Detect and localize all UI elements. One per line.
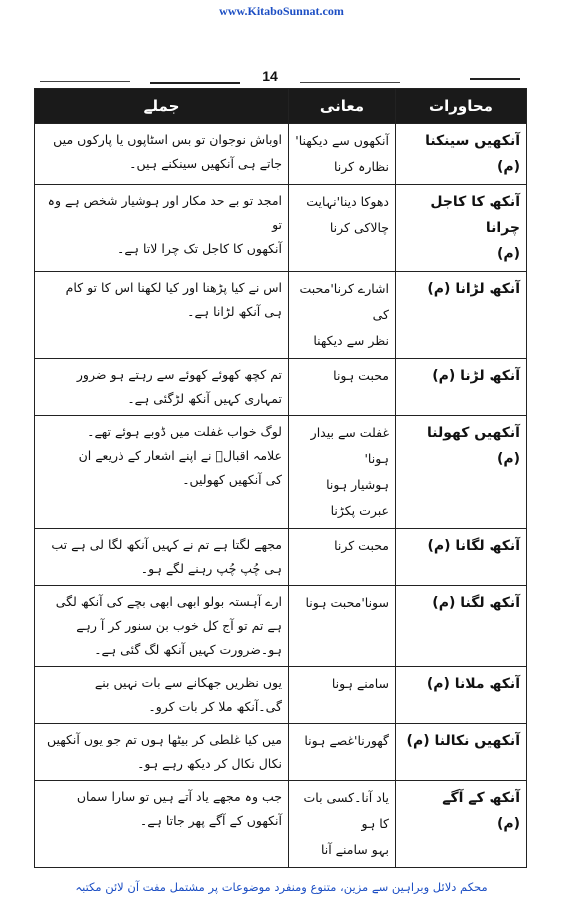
idiom-cell-line: (م)	[496, 816, 520, 832]
sentence-cell-line: ہو۔ضرورت کہیں آنکھ لگ گئی ہے۔	[94, 642, 282, 657]
meaning-cell	[289, 586, 396, 667]
meaning-cell-line: ہوشیار ہونا	[326, 477, 389, 492]
idiom-cell-line: آنکھ کے آگے	[442, 790, 520, 806]
table-header-row	[35, 89, 527, 124]
table-row	[35, 667, 527, 724]
meaning-cell-line: نظارہ کرنا	[333, 159, 389, 174]
table-row	[35, 124, 527, 185]
sentence-cell	[35, 529, 289, 586]
sentence-cell-line: گی۔آنکھ ملا کر بات کرو۔	[148, 699, 282, 714]
sentence-cell-line: ہی آنکھ لڑانا ہے۔	[187, 304, 282, 319]
idiom-cell	[396, 586, 527, 667]
idioms-table-container	[34, 88, 526, 866]
decorative-rule-far-right	[470, 78, 520, 80]
meaning-cell-line: غفلت سے بیدار ہونا'	[310, 425, 389, 466]
idiom-cell	[396, 529, 527, 586]
idiom-cell-line: آنکھ کا کاجل چرانا	[430, 194, 520, 236]
idiom-cell-line: آنکھ لڑنا (م)	[432, 368, 520, 384]
sentence-cell-line: میں کیا غلطی کر بیٹھا ہوں تم جو یوں آنکھیں	[46, 732, 282, 747]
idioms-table	[34, 88, 527, 868]
meaning-cell	[289, 724, 396, 781]
sentence-cell-line: نکال نکال کر دیکھ رہے ہو۔	[137, 756, 282, 771]
sentence-cell-line: تمہاری کہیں آنکھ لڑگئی ہے۔	[127, 391, 282, 406]
table-row	[35, 185, 527, 272]
idiom-cell-line: آنکھیں نکالنا (م)	[406, 733, 520, 749]
sentence-cell-line: جاتے ہی آنکھیں سینکنے ہیں۔	[129, 156, 282, 171]
sentence-cell	[35, 724, 289, 781]
sentence-cell	[35, 359, 289, 416]
idiom-cell-line: آنکھیں کھولنا (م)	[426, 425, 520, 467]
sentence-cell-line: جب وہ مجھے یاد آتے ہیں تو سارا سماں	[76, 789, 282, 804]
decorative-rule-right	[300, 82, 400, 83]
header-sentence: جملے	[35, 89, 289, 124]
sentence-cell-line: آنکھوں کے آگے پھر جاتا ہے۔	[139, 813, 282, 828]
footer-note[interactable]: محکم دلائل وبراہین سے مزین، متنوع ومنفرد موضوعات پر مشتمل مفت آن لائن مکتبہ	[75, 880, 488, 894]
meaning-cell	[289, 359, 396, 416]
meaning-cell	[289, 124, 396, 185]
meaning-cell	[289, 185, 396, 272]
sentence-cell	[35, 416, 289, 529]
table-row	[35, 359, 527, 416]
sentence-cell-line: مجھے لگتا ہے تم نے کہیں آنکھ لگا لی ہے تب	[51, 537, 282, 552]
page-number: 14	[262, 68, 278, 84]
meaning-cell	[289, 667, 396, 724]
meaning-cell-line: نظر سے دیکھنا	[313, 333, 389, 348]
idiom-cell-line: آنکھ لگنا (م)	[432, 595, 520, 611]
sentence-cell	[35, 667, 289, 724]
idiom-cell	[396, 724, 527, 781]
meaning-cell-line: محبت کرنا	[334, 538, 389, 553]
idiom-cell	[396, 359, 527, 416]
table-row	[35, 724, 527, 781]
meaning-cell-line: عبرت پکڑنا	[330, 503, 389, 518]
meaning-cell-line: اشارے کرنا'محبت کی	[299, 281, 389, 322]
decorative-rule-center	[150, 82, 240, 84]
sentence-cell-line: لوگ خواب غفلت میں ڈوبے ہوئے تھے۔	[87, 424, 282, 439]
meaning-cell-line: بہو سامنے آنا	[320, 842, 389, 857]
meaning-cell	[289, 272, 396, 359]
idiom-cell	[396, 185, 527, 272]
meaning-cell	[289, 781, 396, 868]
table-row	[35, 272, 527, 359]
idiom-cell-line: آنکھ لڑانا (م)	[427, 281, 520, 297]
meaning-cell-line: محبت ہونا	[333, 368, 389, 383]
sentence-cell-line: اوباش نوجوان تو بس اسٹاپوں یا پارکوں میں	[53, 132, 282, 147]
idiom-cell	[396, 272, 527, 359]
idiom-cell	[396, 124, 527, 185]
sentence-cell-line: امجد تو بے حد مکار اور ہوشیار شخص ہے وہ تو	[47, 193, 282, 232]
sentence-cell	[35, 124, 289, 185]
sentence-cell-line: تم کچھ کھوئے کھوئے سے رہتے ہو ضرور	[76, 367, 282, 382]
table-row	[35, 781, 527, 868]
sentence-cell-line: ارے آہستہ بولو ابھی ابھی بچے کی آنکھ لگی	[55, 594, 282, 609]
sentence-cell-line: علامہ اقبالؒ نے اپنے اشعار کے ذریعے ان	[78, 448, 282, 463]
header-idiom: محاورات	[396, 89, 527, 124]
meaning-cell-line: چالاکی کرنا	[329, 220, 389, 235]
idiom-cell	[396, 781, 527, 868]
idiom-cell-line: آنکھ لگانا (م)	[427, 538, 520, 554]
header-meaning: معانی	[289, 89, 396, 124]
sentence-cell-line: کی آنکھیں کھولیں۔	[182, 472, 282, 487]
idiom-cell-line: آنکھ ملانا (م)	[426, 676, 520, 692]
sentence-cell	[35, 586, 289, 667]
sentence-cell-line: ہے تم تو آج کل خوب بن سنور کر آ رہے	[76, 618, 282, 633]
sentence-cell-line: ہی چُپ چُپ رہنے لگے ہو۔	[140, 561, 282, 576]
sentence-cell	[35, 781, 289, 868]
table-row	[35, 586, 527, 667]
meaning-cell-line: آنکھوں سے دیکھنا'	[295, 133, 389, 148]
idiom-cell	[396, 416, 527, 529]
idiom-cell	[396, 667, 527, 724]
table-row	[35, 529, 527, 586]
idiom-cell-line: آنکھیں سینکنا (م)	[425, 133, 520, 175]
sentence-cell-line: اس نے کیا پڑھنا اور کیا لکھنا اس کا تو کام	[65, 280, 282, 295]
decorative-rule-left	[40, 81, 130, 82]
meaning-cell	[289, 416, 396, 529]
meaning-cell-line: یاد آنا۔کسی بات کا ہو	[303, 790, 389, 831]
sentence-cell	[35, 272, 289, 359]
sentence-cell	[35, 185, 289, 272]
site-url[interactable]: www.KitaboSunnat.com	[219, 4, 344, 18]
meaning-cell-line: دھوکا دینا'نہایت	[306, 194, 389, 209]
sentence-cell-line: آنکھوں کا کاجل تک چرا لاتا ہے۔	[117, 241, 282, 256]
meaning-cell-line: سامنے ہونا	[331, 676, 389, 691]
meaning-cell	[289, 529, 396, 586]
meaning-cell-line: سونا'محبت ہونا	[305, 595, 389, 610]
table-row	[35, 416, 527, 529]
idiom-cell-line: (م)	[496, 246, 520, 262]
meaning-cell-line: گھورنا'غصے ہونا	[304, 733, 389, 748]
sentence-cell-line: یوں نظریں جھکانے سے بات نہیں بنے	[94, 675, 282, 690]
